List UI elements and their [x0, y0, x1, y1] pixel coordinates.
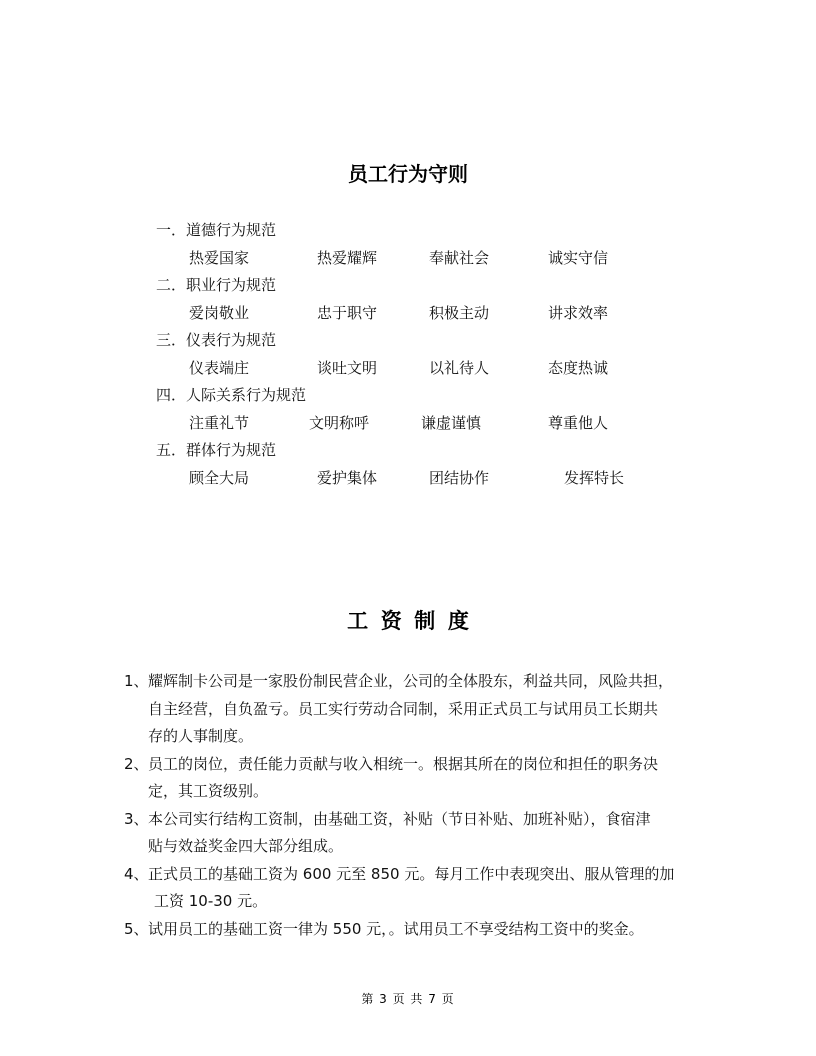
conduct-item: 诚实守信: [548, 249, 609, 267]
rule-line: 本公司实行结构工资制，由基础工资，补贴（节日补贴、加班补贴），食宿津: [148, 809, 651, 828]
section-heading: 一．道德行为规范: [156, 221, 277, 239]
conduct-item: 积极主动: [429, 304, 490, 322]
rule-item: [124, 806, 704, 861]
rule-line: 试用员工的基础工资一律为 550 元，。试用员工不享受结构工资中的奖金。: [148, 919, 644, 938]
section-heading: 二．职业行为规范: [156, 276, 277, 294]
rule-line: 工资 10-30 元。: [154, 892, 268, 910]
conduct-item: 顾全大局: [189, 469, 250, 487]
rule-line: 耀辉制卡公司是一家股份制民营企业，公司的全体股东，利益共同，风险共担，: [148, 672, 674, 690]
conduct-item: 文明称呼: [309, 414, 370, 432]
conduct-item: 尊重他人: [548, 414, 609, 432]
conduct-item: 团结协作: [429, 469, 490, 487]
conduct-item: 发挥特长: [564, 469, 625, 487]
conduct-item: 注重礼节: [189, 414, 250, 432]
rule-item: [124, 861, 704, 916]
section-items: [156, 359, 609, 386]
rule-number: 3、: [124, 809, 149, 828]
conduct-item: 仪表端庄: [189, 359, 250, 377]
conduct-item: 以礼待人: [429, 359, 490, 377]
conduct-title: 员工行为守则: [348, 162, 468, 186]
rule-line: 员工的岗位，责任能力贡献与收入相统一。根据其所在的岗位和担任的职务决: [148, 754, 659, 773]
section-heading: 五．群体行为规范: [156, 441, 277, 459]
rule-line: 正式员工的基础工资为 600 元至 850 元。每月工作中表现突出、服从管理的加: [148, 864, 675, 883]
conduct-item: 爱岗敬业: [189, 304, 250, 322]
conduct-item: 讲求效率: [548, 304, 609, 322]
rule-number: 4、: [124, 864, 149, 883]
conduct-item: 热爱耀辉: [317, 249, 378, 267]
conduct-item: 态度热诚: [548, 359, 609, 377]
rule-line: 贴与效益奖金四大部分组成。: [148, 837, 344, 855]
section-items: [156, 304, 609, 331]
conduct-item: 谦虚谨慎: [421, 414, 482, 432]
conduct-list: [156, 221, 625, 496]
section-heading: 三．仪表行为规范: [156, 331, 277, 349]
conduct-item: 谈吐文明: [317, 359, 378, 377]
rule-line: 定，其工资级别。: [148, 782, 269, 800]
conduct-item: 奉献社会: [429, 249, 490, 267]
rule-item: [124, 751, 704, 806]
section-heading: 四．人际关系行为规范: [156, 386, 307, 404]
section-items: [156, 249, 609, 276]
conduct-item: 爱护集体: [317, 469, 378, 487]
rule-item: [124, 916, 704, 944]
salary-title: 工资制度: [347, 609, 482, 633]
rule-line: 存的人事制度。: [148, 727, 254, 745]
rule-number: 2、: [124, 754, 149, 773]
salary-rules: [124, 668, 704, 943]
page-footer: 第 3 页 共 7 页: [361, 992, 455, 1006]
conduct-item: 忠于职守: [317, 304, 378, 322]
section-items: [156, 414, 609, 441]
section-items: [156, 469, 625, 496]
conduct-item: 热爱国家: [189, 249, 250, 267]
rule-number: 1、: [124, 672, 149, 690]
rule-number: 5、: [124, 919, 149, 938]
rule-line: 自主经营，自负盈亏。员工实行劳动合同制，采用正式员工与试用员工长期共: [148, 699, 659, 718]
rule-item: [124, 668, 704, 751]
